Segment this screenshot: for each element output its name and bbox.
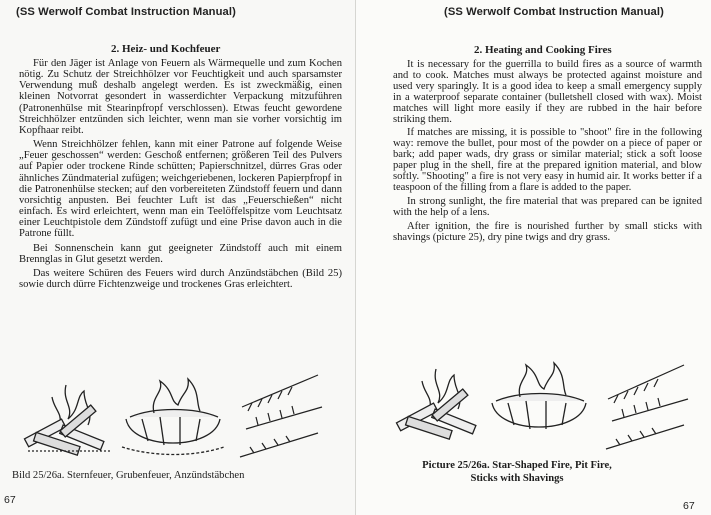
right-page: [356, 0, 711, 515]
right-paragraph-3: In strong sunlight, the fire material that was prepared can be ignited with the help of a lens.: [393, 195, 702, 218]
left-paragraph-3: Bei Sonnenschein kann gut geeigneter Zündstoff auch mit einem Brennglas in Glut gesetzt werden.: [19, 242, 342, 265]
left-body-text: [19, 58, 342, 293]
right-page-header: (SS Werwolf Combat Instruction Manual): [444, 6, 664, 18]
right-caption-line-1: Picture 25/26a. Star-Shaped Fire, Pit Fire,: [422, 460, 612, 471]
right-page-number: 67: [683, 500, 695, 512]
left-page-header: (SS Werwolf Combat Instruction Manual): [16, 6, 236, 18]
left-figure-caption: Bild 25/26a. Sternfeuer, Grubenfeuer, Anzündstäbchen: [12, 470, 245, 481]
star-fire-illustration: [24, 385, 110, 455]
shaving-sticks-illustration: [240, 375, 322, 457]
left-page-number: 67: [4, 494, 16, 506]
left-paragraph-4: Das weitere Schüren des Feuers wird durch Anzündstäbchen (Bild 25) sowie durch dürre Fichtenzweige und trockenes Gras erleichtert.: [19, 267, 342, 290]
left-section-title: 2. Heiz- und Kochfeuer: [111, 43, 221, 55]
right-paragraph-1: It is necessary for the guerrilla to build fires as a source of warmth and to cook. Matches must always be protected against moisture and used very sparingly. It is a good idea to keep a small emergency supply in a waterproof separate container (bulletshell closed with wax). Moist matches will light more easily if they are rubbed in the hair before striking them.: [393, 59, 702, 125]
right-caption-line-2: Sticks with Shavings: [470, 473, 564, 484]
left-page: [0, 0, 355, 515]
right-section-title: 2. Heating and Cooking Fires: [474, 44, 612, 56]
left-fire-illustrations: [14, 367, 344, 467]
right-paragraph-2: If matches are missing, it is possible to "shoot" fire in the following way: remove the bullet, pour most of the powder on a piece of paper or bark; add paper wads, dry grass or similar material; stick a soft loose paper plug in the shell, fire at the prepared ignition material, and blow softly. "Shooting" a fire is not very easy in humid air. It works better if a teaspoon of the filling from a flare is added to the paper.: [393, 127, 702, 193]
left-paragraph-2: Wenn Streichhölzer fehlen, kann mit einer Patrone auf folgende Weise „Feuer geschossen“ werden: Geschoß entfernen; größeren Teil des Pulvers auf Papier oder trockene Rinde schütten; Papierschnitzel, dürres Gras oder ähnliches Zündmaterial zufügen; weichgeriebenen, lockeren Papierpfropf in die Patronenhülse stecken; auf den vorbereiteten Zündstoff feuern und dann vorsichtig anpusten. Bei feuchter Luft ist das „Feuerschießen“ nicht einfach. Es wird erleichtert, wenn man ein Teelöffelspitze vom Leuchtsatz einer Leuchtpistole dem Zündstoff zufügt und eine Prise davon auch in die Patrone füllt.: [19, 139, 342, 240]
pit-fire-illustration: [122, 379, 224, 455]
right-paragraph-4: After ignition, the fire is nourished further by small sticks with shavings (picture 25), dry pine twigs and dry grass.: [393, 220, 702, 243]
left-paragraph-1: Für den Jäger ist Anlage von Feuern als Wärmequelle und zum Kochen nötig. Zu Schutz der Streichhölzer vor Feuchtigkeit und auch sparsamster Verwendung muß deshalb angelegt werden. Es ist zweckmäßig, einen kleinen Notvorrat gesondert in wasserdichter Verpackung mitzuführen (Patronenhülse mit Stearinpfropf verschlossen). Etwas feucht gewordene Streichhölzer entzünden sich leichter, wenn man sie vorher vorsichtig im Kopfhaar reibt.: [19, 58, 342, 136]
